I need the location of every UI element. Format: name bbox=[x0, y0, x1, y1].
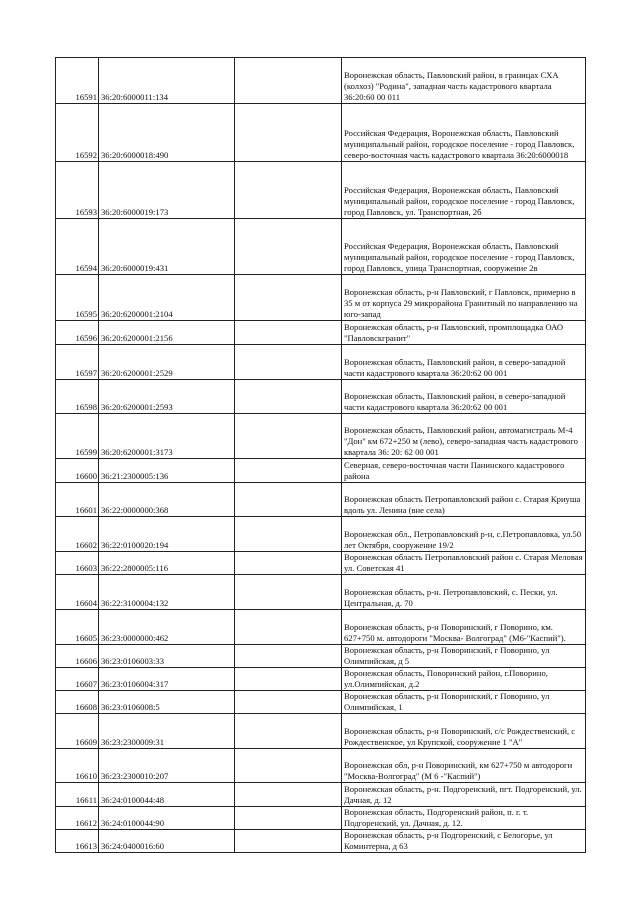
address: Воронежская область, Павловский район, в северо-западной части кадастрового квартала 36:20:62 00 001 bbox=[342, 345, 586, 380]
table-row bbox=[56, 58, 586, 104]
address: Воронежская область, р-н Павловский, промплощадка ОАО "Павловскгранит" bbox=[342, 321, 586, 345]
cadastral-number: 36:20:6200001:3173 bbox=[99, 414, 235, 459]
address: Воронежская область, р-н Подгоренский, с Белогорье, ул Коминтерна, д 63 bbox=[342, 830, 586, 853]
empty-cell bbox=[235, 830, 342, 853]
address: Воронежская область, р-н Павловский, г Павловск, примерно в 35 м от корпуса 29 микрорайона Гранитный по направлению на юго-запад bbox=[342, 275, 586, 321]
address: Воронежская область, Поворинский район, г.Поворино, ул.Олимпийская, д.2 bbox=[342, 668, 586, 691]
table-row bbox=[56, 691, 586, 714]
row-number: 16599 bbox=[56, 414, 99, 459]
empty-cell bbox=[235, 668, 342, 691]
address: Воронежская область, р-н Поворинский, г Поворино, км. 627+750 м. автодороги "Москва- Волгоград" (М6-"Каспий"). bbox=[342, 610, 586, 645]
row-number: 16607 bbox=[56, 668, 99, 691]
cadastral-number: 36:22:0100020:194 bbox=[99, 517, 235, 552]
address: Воронежская обл., Петропавловский р-н, с.Петропавловка, ул.50 лет Октября, сооружение 19/2 bbox=[342, 517, 586, 552]
table-row bbox=[56, 807, 586, 830]
table-row bbox=[56, 645, 586, 668]
cadastral-number: 36:23:0106004:317 bbox=[99, 668, 235, 691]
address: Воронежская обл, р-н Поворинский, км 627+750 м автодороги "Москва-Волгоград" (М 6 -"Каспий") bbox=[342, 749, 586, 783]
row-number: 16594 bbox=[56, 219, 99, 275]
cadastral-number: 36:20:6000018:490 bbox=[99, 104, 235, 162]
empty-cell bbox=[235, 610, 342, 645]
empty-cell bbox=[235, 321, 342, 345]
empty-cell bbox=[235, 807, 342, 830]
row-number: 16612 bbox=[56, 807, 99, 830]
cadastral-number: 36:23:0106003:33 bbox=[99, 645, 235, 668]
cadastral-number: 36:24:0400016:60 bbox=[99, 830, 235, 853]
address: Северная, северо-восточная части Панинского кадастрового района bbox=[342, 459, 586, 483]
table-row bbox=[56, 552, 586, 575]
cadastral-number: 36:20:6200001:2104 bbox=[99, 275, 235, 321]
empty-cell bbox=[235, 575, 342, 610]
cadastral-number: 36:24:0100044:90 bbox=[99, 807, 235, 830]
cadastral-number: 36:22:0000000:368 bbox=[99, 483, 235, 517]
empty-cell bbox=[235, 275, 342, 321]
empty-cell bbox=[235, 517, 342, 552]
row-number: 16600 bbox=[56, 459, 99, 483]
table-row bbox=[56, 380, 586, 414]
table-row bbox=[56, 575, 586, 610]
address: Воронежская область, Павловский район, в границах СХА (колхоз) "Родина", западная часть кадастрового квартала 36:20:60 00 011 bbox=[342, 58, 586, 104]
row-number: 16591 bbox=[56, 58, 99, 104]
row-number: 16609 bbox=[56, 714, 99, 749]
row-number: 16613 bbox=[56, 830, 99, 853]
empty-cell bbox=[235, 714, 342, 749]
empty-cell bbox=[235, 414, 342, 459]
cadastral-number: 36:23:0000000:462 bbox=[99, 610, 235, 645]
empty-cell bbox=[235, 459, 342, 483]
empty-cell bbox=[235, 380, 342, 414]
table-row bbox=[56, 610, 586, 645]
empty-cell bbox=[235, 552, 342, 575]
table-row bbox=[56, 830, 586, 853]
table-row bbox=[56, 459, 586, 483]
cadastral-number: 36:20:6200001:2156 bbox=[99, 321, 235, 345]
row-number: 16602 bbox=[56, 517, 99, 552]
table-row bbox=[56, 749, 586, 783]
table-row bbox=[56, 219, 586, 275]
empty-cell bbox=[235, 219, 342, 275]
registry-table bbox=[55, 57, 586, 853]
address: Воронежская область, р-н Поворинский, г Поворино, ул Олимпийская, д 5 bbox=[342, 645, 586, 668]
cadastral-number: 36:22:2800005:116 bbox=[99, 552, 235, 575]
table-row bbox=[56, 668, 586, 691]
cadastral-number: 36:20:6000019:173 bbox=[99, 162, 235, 219]
empty-cell bbox=[235, 162, 342, 219]
empty-cell bbox=[235, 645, 342, 668]
row-number: 16593 bbox=[56, 162, 99, 219]
address: Воронежская область, р-н Поворинский, г Поворино, ул Олимпийская, 1 bbox=[342, 691, 586, 714]
cadastral-number: 36:20:6200001:2593 bbox=[99, 380, 235, 414]
row-number: 16608 bbox=[56, 691, 99, 714]
document-page bbox=[55, 57, 586, 853]
row-number: 16603 bbox=[56, 552, 99, 575]
table-row bbox=[56, 783, 586, 807]
table-row bbox=[56, 483, 586, 517]
address: Воронежская область, Подгоренский район, п. г. т. Подгоренский, ул. Дачная, д. 12. bbox=[342, 807, 586, 830]
table-row bbox=[56, 714, 586, 749]
address: Воронежская область, Павловский район, автомагистраль М-4 "Дон" км 672+250 м (лево), северо-западная часть кадастрового квартала 36: 20: 62 00 001 bbox=[342, 414, 586, 459]
table-row bbox=[56, 104, 586, 162]
cadastral-number: 36:23:2300009:31 bbox=[99, 714, 235, 749]
address: Воронежская область, р-н Поворинский, с/с Рождественский, с Рождественское, ул Крупской, сооружение 1 "А" bbox=[342, 714, 586, 749]
table-row bbox=[56, 345, 586, 380]
cadastral-number: 36:23:2300010:207 bbox=[99, 749, 235, 783]
empty-cell bbox=[235, 345, 342, 380]
row-number: 16597 bbox=[56, 345, 99, 380]
address: Воронежская область Петропавловский район с. Старая Криуша вдоль ул. Ленина (вне села) bbox=[342, 483, 586, 517]
row-number: 16595 bbox=[56, 275, 99, 321]
row-number: 16611 bbox=[56, 783, 99, 807]
cadastral-number: 36:20:6000019:431 bbox=[99, 219, 235, 275]
address: Воронежская область, р-н. Подгоренский, пгт. Подгоренский, ул. Дачная, д. 12 bbox=[342, 783, 586, 807]
row-number: 16601 bbox=[56, 483, 99, 517]
row-number: 16605 bbox=[56, 610, 99, 645]
empty-cell bbox=[235, 483, 342, 517]
table-row bbox=[56, 162, 586, 219]
table-row bbox=[56, 414, 586, 459]
row-number: 16606 bbox=[56, 645, 99, 668]
address: Воронежская область, р-н. Петропавловский, с. Пески, ул. Центральная, д. 70 bbox=[342, 575, 586, 610]
address: Российская Федерация, Воронежская область, Павловский муниципальный район, городское поселение - город Павловск, северо-восточная часть кадастрового квартала 36:20:6000018 bbox=[342, 104, 586, 162]
empty-cell bbox=[235, 104, 342, 162]
cadastral-number: 36:20:6200001:2529 bbox=[99, 345, 235, 380]
table-row bbox=[56, 321, 586, 345]
row-number: 16596 bbox=[56, 321, 99, 345]
empty-cell bbox=[235, 783, 342, 807]
row-number: 16604 bbox=[56, 575, 99, 610]
address: Российская Федерация, Воронежская область, Павловский муниципальный район, городское поселение - город Павловск, город Павловск, улица Транспортная, сооружение 2в bbox=[342, 219, 586, 275]
address: Российская Федерация, Воронежская область, Павловский муниципальный район, городское поселение - город Павловск, город Павловск, ул. Транспортная, 2б bbox=[342, 162, 586, 219]
address: Воронежская область Петропавловский район с. Старая Меловая ул. Советская 41 bbox=[342, 552, 586, 575]
empty-cell bbox=[235, 749, 342, 783]
row-number: 16592 bbox=[56, 104, 99, 162]
cadastral-number: 36:22:3100004:132 bbox=[99, 575, 235, 610]
cadastral-number: 36:24:0100044:48 bbox=[99, 783, 235, 807]
table-row bbox=[56, 517, 586, 552]
empty-cell bbox=[235, 58, 342, 104]
cadastral-number: 36:23:0106008:5 bbox=[99, 691, 235, 714]
cadastral-number: 36:21:2300005:136 bbox=[99, 459, 235, 483]
row-number: 16598 bbox=[56, 380, 99, 414]
empty-cell bbox=[235, 691, 342, 714]
cadastral-number: 36:20:6000011:134 bbox=[99, 58, 235, 104]
row-number: 16610 bbox=[56, 749, 99, 783]
address: Воронежская область, Павловский район, в северо-западной части кадастрового квартала 36:20:62 00 001 bbox=[342, 380, 586, 414]
table-row bbox=[56, 275, 586, 321]
